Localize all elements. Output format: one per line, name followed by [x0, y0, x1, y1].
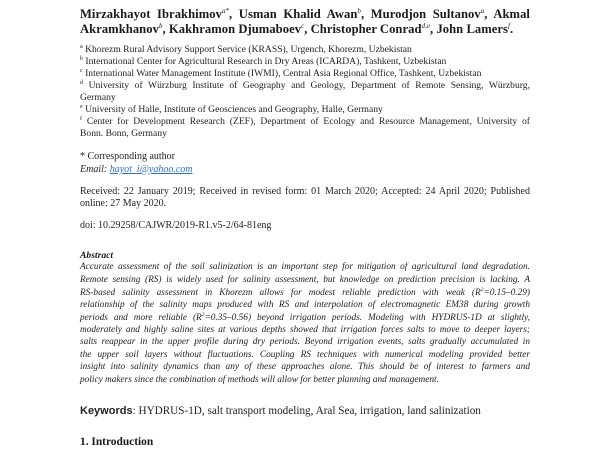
abstract-line: periods and more reliable $(R^2=0.35-0.56)$ beyond irrigation periods. Modeling with HYDRUS-1D at slightly, — [80, 312, 530, 324]
affiliation-mark: f — [80, 116, 82, 122]
email-link[interactable]: hayot_i@yahoo.com — [109, 164, 193, 175]
section-heading-introduction: 1. Introduction — [80, 436, 154, 448]
keywords — [80, 405, 530, 417]
affiliation-text: University of Würzburg Institute of Geography and Geology, Department of Remote Sensing, Würzburg, — [88, 80, 530, 92]
affiliation-d — [80, 80, 530, 91]
affiliation-text: International Water Management Institute (IWMI), Central Asia Regional Office, Tashkent, Uzbekistan — [85, 68, 482, 80]
abstract-line: salts reappear in the upper profile during dry periods. Beyond irrigation events, salts gradually accumulated in — [80, 337, 530, 347]
affiliation-d-continued — [80, 92, 530, 103]
author-affiliation-mark: b — [158, 22, 163, 30]
abstract-line: insight into salinity dynamics than any of these approaches alone. This should be of interest to farmers and — [80, 362, 530, 372]
abstract-line: the upper soil layers without fluctuations. Coupling RS techniques with numerical modeling provided better — [80, 349, 530, 360]
affiliation-b — [80, 56, 530, 67]
affiliation-mark: e — [80, 104, 83, 110]
affiliation-text: International Center for Agricultural Research in Dry Areas (ICARDA), Tashkent, Uzbekistan — [85, 56, 447, 68]
corresponding-email — [80, 164, 530, 175]
keywords-label: Keywords — [80, 405, 133, 417]
author-name: Christopher Conrad — [310, 22, 422, 37]
affiliation-f — [80, 116, 530, 127]
affiliation-text: Khorezm Rural Advisory Support Service (KRASS), Urgench, Khorezm, Uzbekistan — [85, 44, 412, 56]
abstract-heading: Abstract — [80, 250, 114, 261]
author-name: Murodjon Sultanov — [370, 7, 481, 22]
publication-dates-line-2: online: 27 May 2020. — [80, 198, 167, 209]
affiliation-text: University of Halle, Institute of Geosciences and Geography, Halle, Germany — [85, 104, 383, 116]
abstract-line: RS-based salinity assessment in Khorezm allows for modest reliable prediction with weak $(R^2=0.15-0.29)$ — [80, 287, 530, 299]
affiliation-text: Bonn. Bonn, Germany — [80, 128, 167, 139]
author-affiliation-mark: c — [301, 22, 305, 30]
abstract-line: policy makers since the combination of methods will allow for better planning and management. — [80, 374, 439, 385]
publication-dates-line-1: Received: 22 January 2019; Received in revised form: 01 March 2020; Accepted: 24 April 2020; Published — [80, 186, 530, 197]
author-affiliation-mark: a — [480, 7, 485, 15]
email-label: Email: — [80, 164, 108, 175]
author-affiliation-mark: d,e — [421, 22, 431, 30]
author-list-line-1: Mirzakhayot Ibrakhimov$^{a*}$, Usman Khalid Awan$^b$, Murodjon Sultanov$^a$, Akmal — [80, 7, 530, 22]
author-affiliation-mark: b — [357, 7, 361, 15]
corresponding-author-label: * Corresponding author — [80, 151, 175, 162]
affiliation-text: Germany — [80, 92, 116, 103]
affiliation-mark: c — [80, 68, 83, 74]
author-name: Mirzakhayot Ibrakhimov — [80, 7, 222, 22]
author-name: Akramkhanov — [80, 22, 159, 37]
author-affiliation-mark: f — [508, 22, 511, 30]
abstract-line: relationship of the salinity maps produced with RS and interpolation of electromagnetic EM38 during growth — [80, 299, 530, 310]
abstract-line: Remote sensing (RS) is widely used for salinity assessment, but knowledge on prediction precision is lacking. A — [80, 274, 530, 285]
affiliation-a — [80, 44, 530, 55]
abstract-line: moderately and highly saline sites at various depths showed that irrigation forces salts to move to deeper layers; — [80, 324, 530, 335]
author-name: Usman Khalid Awan — [238, 7, 358, 22]
author-name: Kakhramon Djumaboev — [168, 22, 302, 37]
author-list-line-2: Akramkhanov$^b$, Kakhramon Djumaboev$^c$, Christopher Conrad$^{d,e}$, John Lamers$^f$. — [80, 22, 514, 37]
affiliation-mark: d — [80, 80, 83, 86]
affiliation-c — [80, 68, 530, 79]
affiliation-mark: a — [80, 44, 83, 50]
author-affiliation-mark: a* — [221, 7, 230, 15]
author-name: Akmal — [493, 7, 530, 22]
keywords-text: : HYDRUS-1D, salt transport modeling, Aral Sea, irrigation, land salinization — [132, 405, 481, 417]
doi: doi: 10.29258/CAJWR/2019-R1.v5-2/64-81eng — [80, 220, 272, 231]
affiliation-f-continued — [80, 128, 530, 139]
affiliation-text: Center for Development Research (ZEF), Department of Ecology and Resource Management, University of — [86, 116, 530, 128]
affiliation-mark: b — [80, 56, 83, 62]
affiliation-e — [80, 104, 530, 115]
author-name: John Lamers — [436, 22, 509, 37]
abstract-line: Accurate assessment of the soil salinization is an important step for mitigation of agricultural land degradation. — [80, 262, 530, 272]
